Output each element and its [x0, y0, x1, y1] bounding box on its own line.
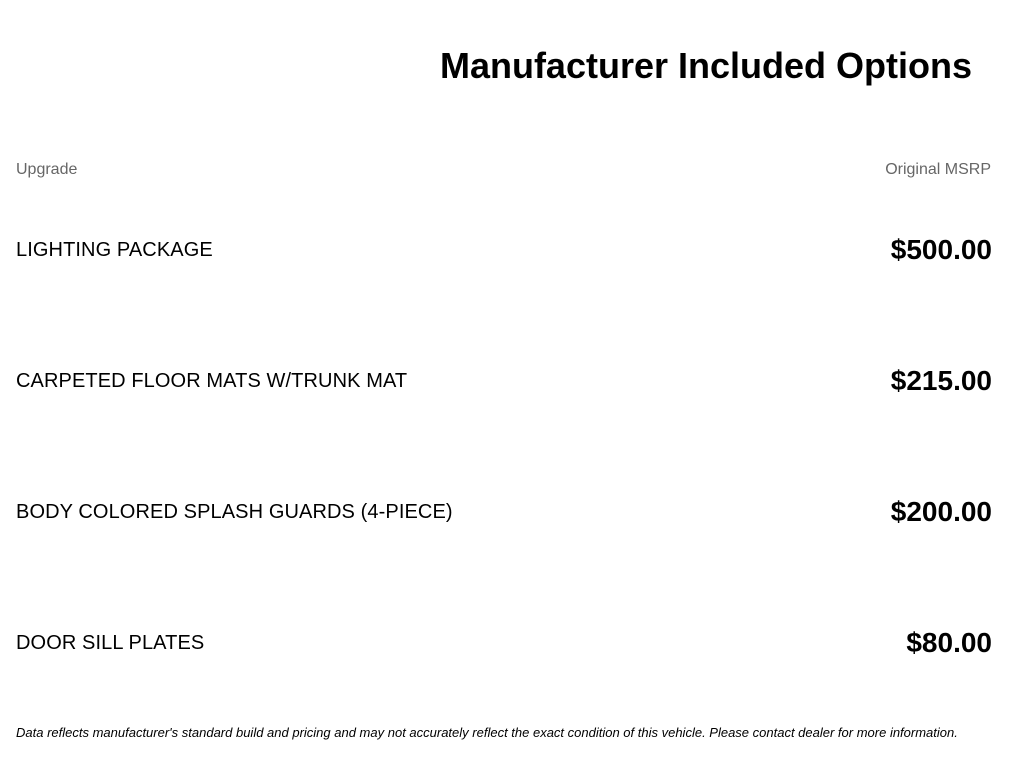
msrp-column-header: Original MSRP	[885, 161, 991, 178]
table-row	[16, 491, 992, 533]
option-name: DOOR SILL PLATES	[16, 632, 205, 654]
page-title: Manufacturer Included Options	[439, 45, 972, 86]
table-row	[16, 622, 992, 664]
disclaimer-text: Data reflects manufacturer's standard build and pricing and may not accurately reflect the exact condition of this vehicle. Please contact dealer for more information.	[16, 725, 958, 740]
option-name: CARPETED FLOOR MATS W/TRUNK MAT	[16, 370, 408, 392]
option-price: $80.00	[906, 627, 992, 658]
table-row	[16, 360, 992, 402]
table-header	[16, 160, 992, 180]
table-row	[16, 229, 992, 271]
option-name: BODY COLORED SPLASH GUARDS (4-PIECE)	[16, 501, 453, 523]
option-name: LIGHTING PACKAGE	[16, 239, 213, 261]
option-price: $200.00	[890, 496, 992, 527]
upgrade-column-header: Upgrade	[16, 161, 78, 178]
options-list	[16, 229, 992, 753]
option-price: $500.00	[890, 234, 992, 265]
option-price: $215.00	[890, 365, 992, 396]
